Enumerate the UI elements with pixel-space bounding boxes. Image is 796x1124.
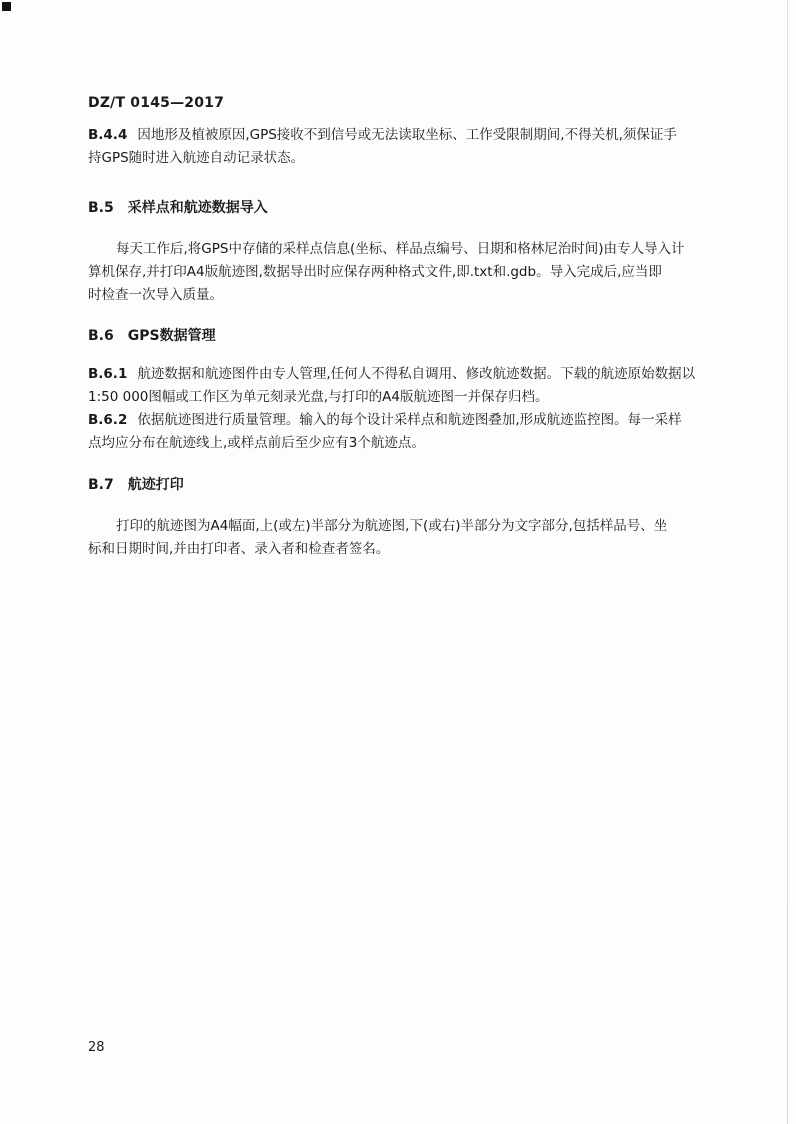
scan-edge-line	[787, 0, 788, 1124]
page-number: 28	[88, 1040, 105, 1055]
scan-corner-mark	[2, 2, 11, 11]
clause-text-line-1: 依据航迹图进行质量管理。输入的每个设计采样点和航迹图叠加,形成航迹监控图。每一采样	[137, 412, 682, 428]
clause-b-4-4	[88, 124, 713, 170]
clause-number: B.4.4	[88, 127, 128, 143]
clause-number: B.6.1	[88, 366, 128, 382]
section-number: B.5	[88, 200, 114, 216]
clause-text-line-1: 航迹数据和航迹图件由专人管理,任何人不得私自调用、修改航迹数据。下载的航迹原始数据以	[137, 366, 696, 382]
section-title: 采样点和航迹数据导入	[127, 200, 268, 216]
section-heading-b-5	[88, 197, 268, 217]
section-b-7-body	[88, 515, 713, 561]
clause-number: B.6.2	[88, 412, 128, 428]
section-title: GPS数据管理	[127, 328, 216, 344]
document-code: DZ/T 0145—2017	[88, 95, 225, 111]
body-line-1: 每天工作后,将GPS中存储的采样点信息(坐标、样品点编号、日期和格林尼治时间)由专人导入计	[116, 241, 685, 257]
clause-b-6-2	[88, 409, 713, 455]
clause-text-line-2: 持GPS随时进入航迹自动记录状态。	[88, 150, 305, 166]
section-heading-b-7	[88, 474, 184, 494]
clause-b-6-1	[88, 363, 713, 409]
section-b-5-body	[88, 238, 713, 307]
body-line-1: 打印的航迹图为A4幅面,上(或左)半部分为航迹图,下(或右)半部分为文字部分,包括样品号、坐	[116, 518, 668, 534]
section-title: 航迹打印	[127, 477, 184, 493]
body-line-3: 时检查一次导入质量。	[88, 287, 223, 303]
clause-text-line-1: 因地形及植被原因,GPS接收不到信号或无法读取坐标、工作受限制期间,不得关机,须保证手	[137, 127, 677, 143]
clause-text-line-2: 点均应分布在航迹线上,或样点前后至少应有3个航迹点。	[88, 435, 425, 451]
clause-text-line-2: 1:50 000图幅或工作区为单元刻录光盘,与打印的A4版航迹图一并保存归档。	[88, 389, 549, 405]
section-heading-b-6	[88, 325, 216, 345]
body-line-2: 算机保存,并打印A4版航迹图,数据导出时应保存两种格式文件,即.txt和.gdb。导入完成后,应当即	[88, 264, 662, 280]
section-number: B.6	[88, 328, 114, 344]
section-number: B.7	[88, 477, 114, 493]
body-line-2: 标和日期时间,并由打印者、录入者和检查者签名。	[88, 541, 390, 557]
